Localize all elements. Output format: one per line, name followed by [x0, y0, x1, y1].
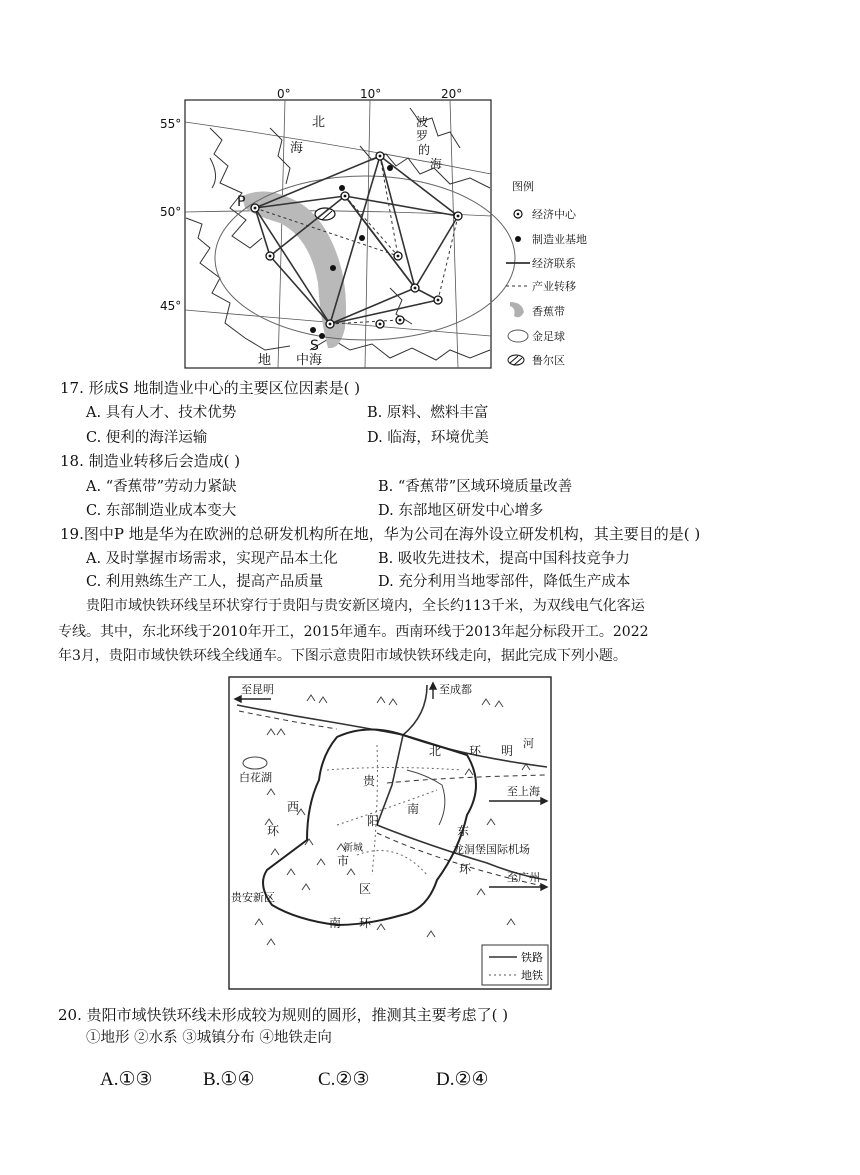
europe-industry-map [150, 88, 620, 373]
lon-20: 20° [441, 88, 463, 101]
baltic-2: 罗 [416, 129, 429, 143]
to-kunming: 至昆明 [241, 683, 274, 696]
baihuahu-label: 白花湖 [239, 771, 272, 784]
q17-stem: 17. 形成S 地制造业中心的主要区位因素是( ) [60, 379, 361, 397]
q20-stem: 20. 贵阳市域快铁环线未形成较为规则的圆形，推测其主要考虑了( ) [58, 1006, 509, 1024]
legend-title: 图例 [512, 180, 534, 193]
legend-links: 经济联系 [532, 257, 576, 270]
city-gui: 贵 [363, 774, 376, 788]
baltic-3: 的 [418, 143, 431, 157]
baltic-1: 波 [416, 115, 429, 129]
q17-option-b[interactable]: B. 原料、燃料丰富 [367, 405, 489, 421]
q20-items: ①地形 ②水系 ③城镇分布 ④地铁走向 [86, 1030, 332, 1046]
guiyang-ring-map [227, 675, 555, 995]
legend-football: 金足球 [532, 330, 565, 343]
baihua-lake [243, 757, 267, 769]
ring-north-1: 北 [429, 744, 442, 758]
q20-option-c[interactable]: C.②③ [318, 1069, 370, 1090]
passage-line-3: 年3月，贵阳市域快铁环线全线通车。下图示意贵阳市域快铁环线走向，据此完成下列小题。 [58, 648, 627, 664]
q17-option-c[interactable]: C. 便利的海洋运输 [86, 430, 208, 446]
ring-west-2: 环 [267, 824, 280, 838]
north-sea-1: 北 [312, 115, 326, 130]
to-chengdu: 至成都 [439, 683, 472, 696]
manufacturing-symbol [515, 236, 521, 242]
ring-west-1: 西 [287, 800, 300, 814]
q20-option-d[interactable]: D.②④ [436, 1069, 489, 1090]
q17-option-a[interactable]: A. 具有人才、技术优势 [86, 405, 237, 421]
q20-option-b[interactable]: B.①④ [203, 1069, 255, 1090]
map2-legend [482, 945, 548, 985]
legend-ruhr: 鲁尔区 [532, 354, 565, 367]
q18-stem: 18. 制造业转移后会造成( ) [60, 452, 241, 470]
city-qu: 区 [359, 882, 372, 896]
q18-option-b[interactable]: B. “香蕉带”区域环境质量改善 [378, 479, 573, 495]
city-nan: 南 [407, 802, 420, 816]
football-symbol [508, 330, 528, 342]
legend-transfer: 产业转移 [532, 280, 576, 293]
label-s: S [310, 338, 319, 354]
lon-10: 10° [360, 88, 382, 101]
label-p: P [237, 194, 246, 210]
q19-option-b[interactable]: B. 吸收先进技术，提高中国科技竞争力 [378, 551, 630, 567]
ring-north-3: 明 [501, 744, 514, 758]
city-yang: 阳 [367, 814, 380, 828]
airport-label: 龙洞堡国际机场 [453, 843, 530, 856]
legend-rail: 铁路 [521, 951, 543, 964]
city-shi: 市 [337, 854, 350, 868]
q19-option-a[interactable]: A. 及时掌握市场需求，实现产品本土化 [86, 551, 338, 567]
lat-45: 45° [160, 299, 182, 313]
q18-option-d[interactable]: D. 东部地区研发中心增多 [378, 503, 544, 519]
passage-line-1: 贵阳市域快铁环线呈环状穿行于贵阳与贵安新区境内，全长约113千米，为双线电气化客运 [86, 598, 645, 614]
med-1: 地 [258, 353, 272, 368]
lon-0: 0° [277, 88, 291, 101]
legend-manufacturing: 制造业基地 [532, 233, 587, 246]
lat-55: 55° [160, 117, 182, 131]
lat-50: 50° [160, 205, 182, 219]
banana-symbol [510, 302, 524, 317]
to-shanghai: 至上海 [507, 785, 540, 798]
north-sea-2: 海 [290, 141, 304, 156]
legend-banana: 香蕉带 [532, 305, 565, 318]
legend-metro: 地铁 [521, 969, 543, 982]
ring-south-1: 南 [329, 916, 342, 930]
legend-econ-center: 经济中心 [532, 208, 576, 221]
river [407, 770, 445, 825]
industry-transfer [255, 156, 458, 324]
q19-option-d[interactable]: D. 充分利用当地零部件，降低生产成本 [378, 574, 631, 590]
q20-option-a[interactable]: A.①③ [100, 1069, 153, 1090]
baltic-4: 海 [430, 157, 443, 171]
q18-option-a[interactable]: A. “香蕉带”劳动力紧缺 [86, 479, 237, 495]
q18-option-c[interactable]: C. 东部制造业成本变大 [86, 503, 237, 519]
new-city: 新城 [343, 843, 363, 854]
river-label: 河 [523, 737, 534, 750]
to-guangzhou: 至广州 [507, 871, 540, 884]
map1-legend [506, 179, 587, 367]
economic-links [255, 156, 458, 324]
passage-line-2: 专线。其中，东北环线于2010年开工，2015年通车。西南环线于2013年起分标段开工。2022 [58, 624, 649, 640]
q17-option-d[interactable]: D. 临海，环境优美 [367, 430, 489, 446]
guian-label: 贵安新区 [231, 891, 275, 904]
ring-north-2: 环 [469, 744, 482, 758]
ring-south-2: 环 [359, 916, 372, 930]
med-2: 中海 [296, 353, 323, 368]
ring-east-1: 东 [457, 824, 470, 838]
q19-option-c[interactable]: C. 利用熟练生产工人，提高产品质量 [86, 574, 324, 590]
q19-stem: 19.图中P 地是华为在欧洲的总研发机构所在地，华为公司在海外设立研发机构，其主要目的是( ) [60, 525, 701, 543]
ring-east-2: 环 [459, 862, 472, 876]
